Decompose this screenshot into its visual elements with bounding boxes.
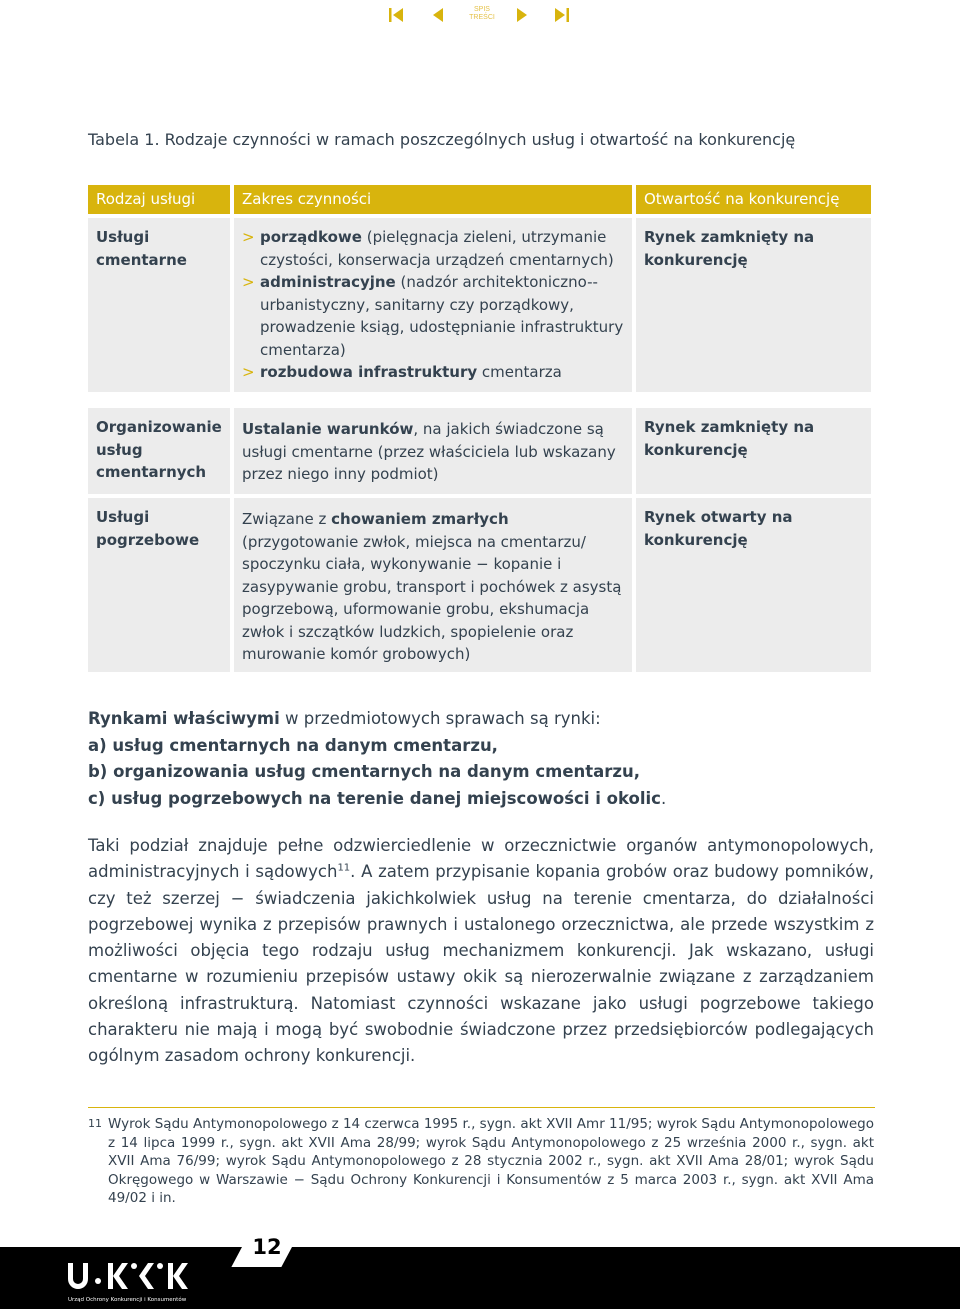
row1-openness: Rynek zamknięty na konkurencję: [636, 218, 871, 392]
toc-label-line1: SPIS: [474, 6, 490, 13]
footnote-number: 11: [88, 1117, 102, 1130]
row1-scope-list: [242, 226, 624, 384]
toc-label-line2: TREŚCI: [469, 14, 495, 21]
footnote-reference[interactable]: 11: [337, 862, 351, 874]
market-item-c: c) usług pogrzebowych na terenie danej miejscowości i okolic.: [88, 788, 667, 808]
row1-scope: [234, 218, 632, 392]
header-service-type: Rodzaj usługi: [88, 185, 230, 214]
row3-openness: Rynek otwarty na konkurencję: [636, 498, 871, 672]
previous-page-button[interactable]: [428, 5, 448, 25]
page-number-tab: [231, 1227, 302, 1267]
list-item: > rozbudowa infrastruktury cmentarza: [242, 363, 562, 381]
page-number: 12: [252, 1235, 282, 1259]
body-paragraph: Taki podział znajduje pełne odzwierciedlenie w orzecznictwie organów antymonopolowych, administracyjnych i sądowych$^{11}$. A zatem przypisanie kopania grobów oraz budowy pomników, czy też szerzej − świadczenia jakichkolwiek usług na terenie cmentarza, do działalności pogrzebowej wynika z przepisów prawnych i ustalonego orzecznictwa, ale przede wszystkim z możliwości objęcia tego rodzaju usług mechanizmem konkurencji. Jak wskazano, usługi cmentarne w rozumieniu przepisów ustawy okik są nierozerwalnie związane z zarządzaniem określoną infrastrukturą. Natomiast czynności wskazane jako usługi pogrzebowe takiego charakteru nie mają i mogą być swobodnie świadczone przez przedsiębiorców podlegających ogólnym zasadom ochrony konkurencji.: [88, 836, 874, 1066]
row2-scope: Ustalanie warunków, na jakich świadczone są usługi cmentarne (przez właściciela lub wskazany przez niego inny podmiot): [234, 408, 632, 494]
first-page-icon: [386, 5, 406, 25]
logo-subtitle: Urząd Ochrony Konkurencji i Konsumentów: [68, 1297, 187, 1303]
list-item: > administracyjne (nadzór architektoniczno--urbanistyczny, sanitarny czy porządkowy, prowadzenie ksiąg, udostępnianie infrastruktury cmentarza): [242, 273, 624, 359]
market-item-a: a) usług cmentarnych na danym cmentarzu,: [88, 735, 498, 755]
row1-type: Usługi cmentarne: [88, 218, 230, 392]
footnote-divider: [88, 1107, 875, 1108]
intro-line: Rynkami właściwymi w przedmiotowych sprawach są rynki:: [88, 709, 601, 728]
next-page-button[interactable]: [512, 5, 532, 25]
next-page-icon: [512, 5, 532, 25]
table-header: [88, 185, 871, 214]
page-navigation: [386, 5, 576, 25]
row3-type: Usługi pogrzebowe: [88, 498, 230, 672]
last-page-button[interactable]: [552, 5, 572, 25]
uokik-logo: [64, 1257, 204, 1305]
header-openness: Otwartość na konkurencję: [636, 185, 871, 214]
previous-page-icon: [428, 5, 448, 25]
row3-scope: Związane z chowaniem zmarłych (przygotowanie zwłok, miejsca na cmentarzu/ spoczynku ciała, wykonywanie − kopanie i zasypywanie grobu, transport i pochówek z asystą pogrzebową, uformowanie grobu, ekshumacja zwłok i szczątków ludzkich, spopielenie oraz murowanie komór grobowych): [234, 498, 632, 672]
list-item: > porządkowe (pielęgnacja zieleni, utrzymanie czystości, konserwacja urządzeń cmentarnych): [242, 228, 614, 269]
relevant-markets-paragraph: [88, 706, 874, 812]
market-item-b: b) organizowania usług cmentarnych na danym cmentarzu,: [88, 762, 641, 781]
row2-type: Organizowanie usług cmentarnych: [88, 408, 230, 494]
row2-openness: Rynek zamknięty na konkurencję: [636, 408, 871, 494]
table-caption: Tabela 1. Rodzaje czynności w ramach poszczególnych usług i otwartość na konkurencję: [88, 130, 796, 149]
first-page-button[interactable]: [386, 5, 406, 25]
header-scope: Zakres czynności: [234, 185, 632, 214]
footnote-text: Wyrok Sądu Antymonopolowego z 14 czerwca 1995 r., sygn. akt XVII Amr 11/95; wyrok Sądu Antymonopolowego z 14 lipca 1999 r., sygn. akt XVII Ama 28/99; wyrok Sądu Antymonopolowego z 25 września 2000 r., sygn. akt XVII Ama 76/99; wyrok Sądu Antymonopolowego z 28 stycznia 2002 r., sygn. akt XVII Ama 28/01; wyrok Sądu Okręgowego w Warszawie − Sądu Ochrony Konkurencji i Konsumentów z 5 marca 2003 r., sygn. akt XVII Ama 49/02 i in.: [108, 1116, 874, 1207]
table-of-contents-link[interactable]: [464, 6, 500, 22]
last-page-icon: [552, 5, 572, 25]
uokik-logo-mark: [64, 1257, 204, 1297]
